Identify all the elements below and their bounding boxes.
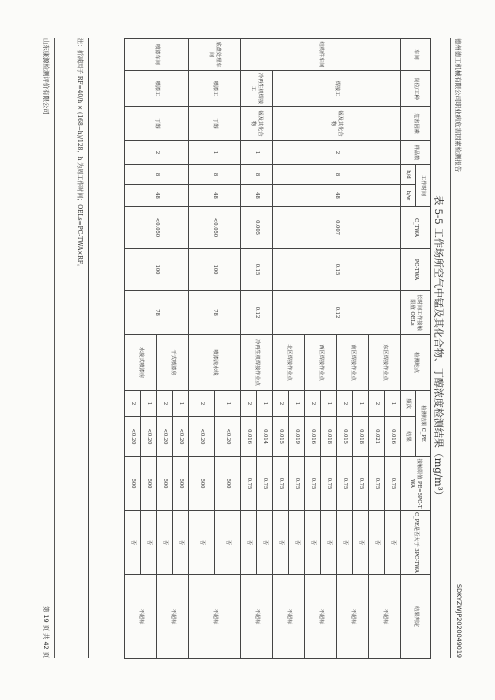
cell-value: 0.016: [385, 417, 401, 457]
cell-pe: 500: [141, 457, 157, 511]
col-workshop: 车间: [401, 39, 431, 71]
cell-pe: 0.75: [353, 457, 369, 511]
cell-value: 0.014: [257, 417, 273, 457]
cell-location: 西区焊接作业点: [305, 335, 337, 391]
footer-page-number: 第 19 页 共 42 页: [42, 606, 50, 658]
cell-value: 0.018: [321, 417, 337, 457]
col-conclusion: 结果判定: [401, 575, 431, 659]
cell-freq: 2: [369, 391, 385, 417]
cell-freq: 1: [289, 391, 305, 417]
cell-sample-no: 2: [125, 141, 189, 165]
header-company: 德州德工机械有限公司职业病危害因素检测报告: [454, 38, 462, 173]
cell-conclusion: 不超标: [125, 575, 157, 659]
cell-freq: 2: [241, 391, 257, 417]
cell-exceed: 否: [189, 511, 215, 575]
cell-freq: 1: [141, 391, 157, 417]
col-value: 结果: [401, 417, 416, 457]
cell-pe: 0.75: [369, 457, 385, 511]
cell-freq: 2: [337, 391, 353, 417]
cell-h-week: 48: [273, 185, 401, 207]
table-title: 表 5-5 工作场所空气中锰及其化合物、丁醇浓度检测结果（mg/m³）: [432, 195, 443, 501]
cell-value: <0.20: [141, 417, 157, 457]
results-table: [124, 38, 431, 659]
table-row: [173, 39, 189, 659]
cell-pe: 500: [189, 457, 215, 511]
table-row: [215, 39, 241, 659]
cell-pe: 500: [125, 457, 141, 511]
cell-exceed: 否: [257, 511, 273, 575]
cell-ctwa: <0.050: [125, 207, 189, 249]
cell-pe: 0.75: [305, 457, 321, 511]
cell-value: 0.019: [289, 417, 305, 457]
cell-location: 东区焊接作业点: [369, 335, 401, 391]
cell-agent: 锰及其化合物: [241, 107, 273, 141]
cell-ctwa: 0.007: [273, 207, 401, 249]
col-sample-no: 样品数: [401, 141, 431, 165]
cell-pe: 0.75: [273, 457, 289, 511]
cell-exceed: 否: [157, 511, 173, 575]
cell-pe: 0.75: [257, 457, 273, 511]
cell-value: <0.20: [189, 417, 215, 457]
cell-h-week: 48: [189, 185, 241, 207]
cell-value: <0.20: [215, 417, 241, 457]
cell-exceed: 否: [241, 511, 257, 575]
cell-value: 0.021: [369, 417, 385, 457]
cell-exceed: 否: [141, 511, 157, 575]
cell-h-day: 8: [189, 165, 241, 185]
table-note: 注：折减因子 RF=40/h × (168−h)/128，h 为周工作时间；OELs=PC-TWA×RF。: [76, 38, 89, 658]
cell-freq: 2: [305, 391, 321, 417]
col-cpe-exceed: C_PE是否大于 3PC-TWA: [401, 511, 431, 575]
cell-conclusion: 不超标: [337, 575, 369, 659]
cell-freq: 2: [273, 391, 289, 417]
cell-h-day: 8: [125, 165, 189, 185]
cell-post: 焊接工: [273, 71, 401, 107]
cell-value: <0.20: [125, 417, 141, 457]
header-report-number: SDKYZWJP2020049019: [455, 584, 463, 658]
cell-post: 喷漆工: [189, 71, 241, 107]
cell-conclusion: 不超标: [189, 575, 241, 659]
cell-workshop: 喷漆车间: [125, 39, 189, 71]
col-location: 检测地点: [401, 335, 431, 391]
col-post: 岗位/工种: [401, 71, 431, 107]
cell-value: <0.20: [157, 417, 173, 457]
cell-sample-no: 1: [241, 141, 273, 165]
cell-agent: 锰及其化合物: [273, 107, 401, 141]
cell-freq: 1: [385, 391, 401, 417]
cell-ctwa: <0.050: [189, 207, 241, 249]
col-agent: 危害因素: [401, 107, 431, 141]
cell-location: 冷再生机焊接作业点: [241, 335, 273, 391]
cell-pe: 500: [215, 457, 241, 511]
col-work-time: 工作时间: [416, 165, 431, 207]
table-row: [385, 39, 401, 659]
cell-pe: 500: [157, 457, 173, 511]
cell-pe: 0.75: [321, 457, 337, 511]
cell-conclusion: 不超标: [369, 575, 401, 659]
cell-exceed: 否: [289, 511, 305, 575]
cell-value: 0.016: [305, 417, 321, 457]
cell-freq: 1: [173, 391, 189, 417]
cell-h-day: 8: [273, 165, 401, 185]
cell-oels: 78: [189, 291, 241, 335]
col-h-day: h/d: [401, 165, 416, 185]
cell-post: 冷再生机焊接工: [241, 71, 273, 107]
cell-oels: 0.12: [241, 291, 273, 335]
cell-pctwa: 100: [125, 249, 189, 291]
cell-location: 南区焊接作业点: [337, 335, 369, 391]
cell-freq: 1: [321, 391, 337, 417]
cell-agent: 丁醇: [125, 107, 189, 141]
cell-oels: 78: [125, 291, 189, 335]
rotated-content: [35, 38, 465, 658]
cell-freq: 1: [215, 391, 241, 417]
cell-value: <0.20: [173, 417, 189, 457]
cell-value: 0.018: [353, 417, 369, 457]
cell-exceed: 否: [305, 511, 321, 575]
cell-exceed: 否: [337, 511, 353, 575]
cell-pctwa: 100: [189, 249, 241, 291]
cell-value: 0.015: [273, 417, 289, 457]
cell-h-day: 8: [241, 165, 273, 185]
cell-freq: 1: [257, 391, 273, 417]
col-result: 检测结果 C_PE: [416, 391, 431, 457]
cell-pe: 0.75: [289, 457, 305, 511]
cell-exceed: 否: [353, 511, 369, 575]
cell-conclusion: 不超标: [241, 575, 273, 659]
col-ctwa: C_TWA: [401, 207, 431, 249]
cell-freq: 2: [189, 391, 215, 417]
cell-freq: 1: [353, 391, 369, 417]
cell-ctwa: 0.005: [241, 207, 273, 249]
cell-post: 喷漆工: [125, 71, 189, 107]
cell-pe: 0.75: [385, 457, 401, 511]
cell-exceed: 否: [125, 511, 141, 575]
cell-sample-no: 2: [273, 141, 401, 165]
cell-conclusion: 不超标: [305, 575, 337, 659]
cell-location: 水旋式喷漆房: [125, 335, 157, 391]
footer-company: 山东康源检测评价有限公司: [42, 38, 50, 115]
cell-pe: 0.75: [337, 457, 353, 511]
cell-pe: 0.75: [241, 457, 257, 511]
cell-h-week: 48: [241, 185, 273, 207]
cell-exceed: 否: [173, 511, 189, 575]
cell-workshop: 结构件车间: [241, 39, 401, 71]
cell-freq: 2: [157, 391, 173, 417]
cell-exceed: 否: [321, 511, 337, 575]
cell-location: 北区焊接作业点: [273, 335, 305, 391]
col-pctwa: PC-TWA: [401, 249, 431, 291]
page-header: [450, 38, 465, 658]
cell-pe: 500: [173, 457, 189, 511]
cell-pctwa: 0.15: [241, 249, 273, 291]
cell-agent: 丁醇: [189, 107, 241, 141]
table-row: [257, 39, 273, 659]
col-oels: 长时间工作接触限值 OELs: [401, 291, 431, 335]
col-freq: 频次: [401, 391, 416, 417]
col-pe-limit: 接触限值 PE=5PC-TWA: [401, 457, 431, 511]
cell-h-week: 48: [125, 185, 189, 207]
cell-value: 0.016: [241, 417, 257, 457]
cell-oels: 0.12: [273, 291, 401, 335]
cell-exceed: 否: [215, 511, 241, 575]
cell-conclusion: 不超标: [273, 575, 305, 659]
col-h-week: h/w: [401, 185, 416, 207]
cell-exceed: 否: [273, 511, 289, 575]
cell-value: 0.015: [337, 417, 353, 457]
page-footer: [42, 38, 55, 658]
cell-workshop: 底盘处理车间: [189, 39, 241, 71]
cell-exceed: 否: [385, 511, 401, 575]
cell-freq: 2: [125, 391, 141, 417]
cell-pctwa: 0.15: [273, 249, 401, 291]
cell-exceed: 否: [369, 511, 385, 575]
cell-conclusion: 不超标: [157, 575, 189, 659]
cell-sample-no: 1: [189, 141, 241, 165]
cell-location: 干式喷漆房: [157, 335, 189, 391]
cell-location: 喷漆流水线: [189, 335, 241, 391]
